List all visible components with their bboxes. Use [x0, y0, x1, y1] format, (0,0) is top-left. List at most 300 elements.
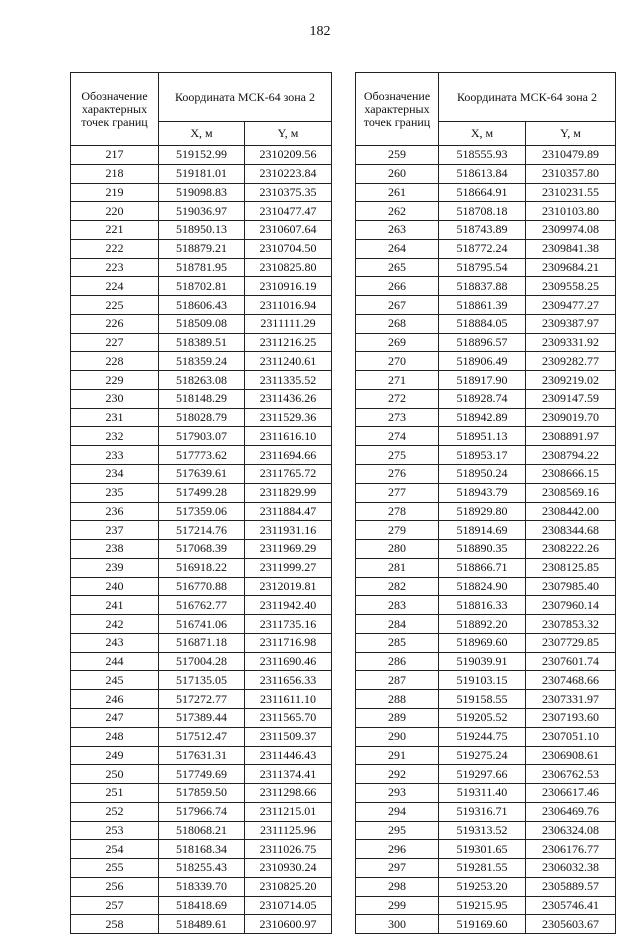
y-coordinate-cell: 2311616.10 — [245, 427, 332, 446]
x-coordinate-cell: 518969.60 — [439, 633, 526, 652]
point-number-cell: 227 — [71, 333, 159, 352]
table-row — [356, 877, 616, 896]
point-number-cell: 230 — [71, 389, 159, 408]
point-number-cell: 272 — [356, 389, 439, 408]
table-row — [356, 446, 616, 465]
point-number-cell: 267 — [356, 296, 439, 315]
x-coordinate-cell: 518555.93 — [439, 146, 526, 165]
x-coordinate-cell: 519039.91 — [439, 652, 526, 671]
point-number-cell: 260 — [356, 164, 439, 183]
x-coordinate-cell: 519098.83 — [159, 183, 245, 202]
point-number-cell: 269 — [356, 333, 439, 352]
x-coordinate-cell: 519311.40 — [439, 784, 526, 803]
y-coordinate-cell: 2308442.00 — [526, 502, 616, 521]
table-row — [71, 821, 332, 840]
x-coordinate-cell: 518917.90 — [439, 371, 526, 390]
table-row — [71, 577, 332, 596]
point-number-cell: 295 — [356, 821, 439, 840]
x-coordinate-cell: 519244.75 — [439, 727, 526, 746]
y-coordinate-cell: 2310375.35 — [245, 183, 332, 202]
x-coordinate-cell: 518418.69 — [159, 896, 245, 915]
y-coordinate-cell: 2310825.20 — [245, 877, 332, 896]
y-coordinate-cell: 2307468.66 — [526, 671, 616, 690]
y-coordinate-cell: 2309387.97 — [526, 314, 616, 333]
y-coordinate-cell: 2306762.53 — [526, 765, 616, 784]
table-row — [356, 708, 616, 727]
y-coordinate-cell: 2309331.92 — [526, 333, 616, 352]
y-coordinate-cell: 2310704.50 — [245, 239, 332, 258]
x-coordinate-cell: 519181.01 — [159, 164, 245, 183]
x-coordinate-cell: 518168.34 — [159, 840, 245, 859]
point-number-cell: 296 — [356, 840, 439, 859]
y-coordinate-cell: 2306176.77 — [526, 840, 616, 859]
y-coordinate-cell: 2308569.16 — [526, 483, 616, 502]
table-row — [356, 558, 616, 577]
point-number-cell: 258 — [71, 915, 159, 934]
point-number-cell: 234 — [71, 465, 159, 484]
y-coordinate-cell: 2311969.29 — [245, 540, 332, 559]
table-row — [71, 746, 332, 765]
x-coordinate-cell: 518950.24 — [439, 465, 526, 484]
point-number-cell: 257 — [71, 896, 159, 915]
point-number-cell: 292 — [356, 765, 439, 784]
y-column-header: Y, м — [526, 122, 616, 146]
point-designation-header: Обозначение характерных точек границ — [71, 73, 159, 146]
point-number-cell: 278 — [356, 502, 439, 521]
x-coordinate-cell: 518781.95 — [159, 258, 245, 277]
x-coordinate-cell: 518950.13 — [159, 221, 245, 240]
table-row — [71, 765, 332, 784]
y-coordinate-cell: 2311884.47 — [245, 502, 332, 521]
y-coordinate-cell: 2309147.59 — [526, 389, 616, 408]
point-number-cell: 291 — [356, 746, 439, 765]
y-coordinate-cell: 2307331.97 — [526, 690, 616, 709]
x-coordinate-cell: 518664.91 — [439, 183, 526, 202]
table-row — [356, 389, 616, 408]
y-coordinate-cell: 2308125.85 — [526, 558, 616, 577]
y-coordinate-cell: 2311829.99 — [245, 483, 332, 502]
table-row — [71, 596, 332, 615]
table-row — [71, 408, 332, 427]
table-row — [356, 352, 616, 371]
x-coordinate-cell: 517004.28 — [159, 652, 245, 671]
x-coordinate-cell: 518489.61 — [159, 915, 245, 934]
x-coordinate-cell: 518255.43 — [159, 859, 245, 878]
y-coordinate-cell: 2309019.70 — [526, 408, 616, 427]
point-number-cell: 286 — [356, 652, 439, 671]
x-coordinate-cell: 518884.05 — [439, 314, 526, 333]
table-row — [71, 389, 332, 408]
x-coordinate-cell: 517389.44 — [159, 708, 245, 727]
table-row — [71, 521, 332, 540]
table-row — [356, 615, 616, 634]
table-row — [71, 784, 332, 803]
point-number-cell: 294 — [356, 802, 439, 821]
point-number-cell: 246 — [71, 690, 159, 709]
point-number-cell: 243 — [71, 633, 159, 652]
x-coordinate-cell: 517135.05 — [159, 671, 245, 690]
x-coordinate-cell: 517631.31 — [159, 746, 245, 765]
x-coordinate-cell: 518068.21 — [159, 821, 245, 840]
point-number-cell: 262 — [356, 202, 439, 221]
point-number-cell: 233 — [71, 446, 159, 465]
point-number-cell: 241 — [71, 596, 159, 615]
point-number-cell: 297 — [356, 859, 439, 878]
y-coordinate-cell: 2311735.16 — [245, 615, 332, 634]
point-number-cell: 249 — [71, 746, 159, 765]
y-coordinate-cell: 2305746.41 — [526, 896, 616, 915]
table-row — [71, 239, 332, 258]
table-row — [356, 258, 616, 277]
point-number-cell: 254 — [71, 840, 159, 859]
y-coordinate-cell: 2311565.70 — [245, 708, 332, 727]
point-number-cell: 274 — [356, 427, 439, 446]
x-coordinate-cell: 517773.62 — [159, 446, 245, 465]
x-coordinate-cell: 518943.79 — [439, 483, 526, 502]
table-row — [356, 483, 616, 502]
x-coordinate-cell: 518951.13 — [439, 427, 526, 446]
y-coordinate-cell: 2311931.16 — [245, 521, 332, 540]
x-coordinate-cell: 517966.74 — [159, 802, 245, 821]
table-row — [71, 183, 332, 202]
y-coordinate-cell: 2306908.61 — [526, 746, 616, 765]
table-row — [356, 915, 616, 934]
page-number: 182 — [309, 24, 331, 39]
x-coordinate-cell: 516762.77 — [159, 596, 245, 615]
y-coordinate-cell: 2311111.29 — [245, 314, 332, 333]
table-row — [71, 371, 332, 390]
coordinates-table-left — [70, 72, 332, 934]
point-number-cell: 228 — [71, 352, 159, 371]
y-coordinate-cell: 2311942.40 — [245, 596, 332, 615]
table-row — [71, 427, 332, 446]
y-coordinate-cell: 2307960.14 — [526, 596, 616, 615]
y-coordinate-cell: 2307601.74 — [526, 652, 616, 671]
y-coordinate-cell: 2305603.67 — [526, 915, 616, 934]
y-coordinate-cell: 2311216.25 — [245, 333, 332, 352]
point-number-cell: 282 — [356, 577, 439, 596]
point-number-cell: 266 — [356, 277, 439, 296]
point-number-cell: 277 — [356, 483, 439, 502]
point-number-cell: 261 — [356, 183, 439, 202]
table-row — [356, 277, 616, 296]
point-number-cell: 251 — [71, 784, 159, 803]
table-row — [356, 821, 616, 840]
point-number-cell: 270 — [356, 352, 439, 371]
y-coordinate-cell: 2310607.64 — [245, 221, 332, 240]
y-coordinate-cell: 2312019.81 — [245, 577, 332, 596]
table-row — [356, 765, 616, 784]
x-coordinate-cell: 517512.47 — [159, 727, 245, 746]
point-number-cell: 285 — [356, 633, 439, 652]
table-row — [356, 671, 616, 690]
x-coordinate-cell: 518879.21 — [159, 239, 245, 258]
point-number-cell: 235 — [71, 483, 159, 502]
table-body-right — [356, 146, 616, 934]
point-number-cell: 232 — [71, 427, 159, 446]
x-coordinate-cell: 519301.65 — [439, 840, 526, 859]
point-number-cell: 223 — [71, 258, 159, 277]
table-row — [356, 465, 616, 484]
point-number-cell: 236 — [71, 502, 159, 521]
x-coordinate-cell: 519215.95 — [439, 896, 526, 915]
point-number-cell: 252 — [71, 802, 159, 821]
table-row — [71, 840, 332, 859]
x-coordinate-cell: 517903.07 — [159, 427, 245, 446]
x-column-header: X, м — [439, 122, 526, 146]
table-row — [71, 859, 332, 878]
table-row — [356, 840, 616, 859]
table-row — [356, 333, 616, 352]
table-row — [71, 690, 332, 709]
x-coordinate-cell: 518837.88 — [439, 277, 526, 296]
point-number-cell: 253 — [71, 821, 159, 840]
table-row — [71, 258, 332, 277]
x-coordinate-cell: 518906.49 — [439, 352, 526, 371]
table-row — [356, 802, 616, 821]
table-row — [71, 333, 332, 352]
y-coordinate-cell: 2306032.38 — [526, 859, 616, 878]
point-number-cell: 225 — [71, 296, 159, 315]
table-row — [356, 408, 616, 427]
table-row — [356, 239, 616, 258]
x-coordinate-cell: 519205.52 — [439, 708, 526, 727]
y-coordinate-cell: 2310479.89 — [526, 146, 616, 165]
y-coordinate-cell: 2311694.66 — [245, 446, 332, 465]
y-coordinate-cell: 2307985.40 — [526, 577, 616, 596]
table-row — [71, 802, 332, 821]
y-coordinate-cell: 2308666.15 — [526, 465, 616, 484]
table-row — [356, 540, 616, 559]
x-coordinate-cell: 518613.84 — [439, 164, 526, 183]
y-coordinate-cell: 2311509.37 — [245, 727, 332, 746]
point-number-cell: 244 — [71, 652, 159, 671]
y-coordinate-cell: 2310231.55 — [526, 183, 616, 202]
point-number-cell: 287 — [356, 671, 439, 690]
x-coordinate-cell: 519253.20 — [439, 877, 526, 896]
point-number-cell: 224 — [71, 277, 159, 296]
table-row — [71, 633, 332, 652]
x-coordinate-cell: 519103.15 — [439, 671, 526, 690]
x-coordinate-cell: 518148.29 — [159, 389, 245, 408]
point-designation-header: Обозначение характерных точек границ — [356, 73, 439, 146]
point-number-cell: 273 — [356, 408, 439, 427]
x-coordinate-cell: 519169.60 — [439, 915, 526, 934]
point-number-cell: 279 — [356, 521, 439, 540]
y-coordinate-cell: 2311529.36 — [245, 408, 332, 427]
table-row — [71, 671, 332, 690]
table-row — [71, 446, 332, 465]
y-coordinate-cell: 2310930.24 — [245, 859, 332, 878]
y-coordinate-cell: 2310714.05 — [245, 896, 332, 915]
table-row — [71, 352, 332, 371]
y-coordinate-cell: 2309558.25 — [526, 277, 616, 296]
x-coordinate-cell: 519275.24 — [439, 746, 526, 765]
x-coordinate-cell: 518359.24 — [159, 352, 245, 371]
table-row — [71, 727, 332, 746]
table-row — [356, 164, 616, 183]
point-number-cell: 242 — [71, 615, 159, 634]
y-coordinate-cell: 2310825.80 — [245, 258, 332, 277]
y-coordinate-cell: 2310477.47 — [245, 202, 332, 221]
x-coordinate-cell: 517859.50 — [159, 784, 245, 803]
table-row — [356, 596, 616, 615]
table-row — [71, 558, 332, 577]
x-coordinate-cell: 517639.61 — [159, 465, 245, 484]
table-row — [71, 164, 332, 183]
point-number-cell: 281 — [356, 558, 439, 577]
x-coordinate-cell: 518702.81 — [159, 277, 245, 296]
y-coordinate-cell: 2311240.61 — [245, 352, 332, 371]
y-coordinate-cell: 2311690.46 — [245, 652, 332, 671]
point-number-cell: 218 — [71, 164, 159, 183]
y-coordinate-cell: 2308344.68 — [526, 521, 616, 540]
x-coordinate-cell: 519281.55 — [439, 859, 526, 878]
point-number-cell: 220 — [71, 202, 159, 221]
coordinates-table-right — [355, 72, 616, 934]
x-coordinate-cell: 518708.18 — [439, 202, 526, 221]
point-number-cell: 221 — [71, 221, 159, 240]
table-row — [356, 296, 616, 315]
x-coordinate-cell: 519152.99 — [159, 146, 245, 165]
x-coordinate-cell: 516741.06 — [159, 615, 245, 634]
table-row — [71, 896, 332, 915]
y-coordinate-cell: 2311335.52 — [245, 371, 332, 390]
x-coordinate-cell: 517749.69 — [159, 765, 245, 784]
point-number-cell: 299 — [356, 896, 439, 915]
point-number-cell: 222 — [71, 239, 159, 258]
x-coordinate-cell: 517068.39 — [159, 540, 245, 559]
y-coordinate-cell: 2310103.80 — [526, 202, 616, 221]
point-number-cell: 250 — [71, 765, 159, 784]
y-coordinate-cell: 2311999.27 — [245, 558, 332, 577]
y-coordinate-cell: 2307193.60 — [526, 708, 616, 727]
y-coordinate-cell: 2307729.85 — [526, 633, 616, 652]
x-coordinate-cell: 519316.71 — [439, 802, 526, 821]
x-coordinate-cell: 518509.08 — [159, 314, 245, 333]
x-coordinate-cell: 518896.57 — [439, 333, 526, 352]
x-coordinate-cell: 517214.76 — [159, 521, 245, 540]
point-number-cell: 237 — [71, 521, 159, 540]
point-number-cell: 231 — [71, 408, 159, 427]
coordinate-system-header: Координата МСК-64 зона 2 — [159, 73, 332, 122]
y-coordinate-cell: 2305889.57 — [526, 877, 616, 896]
y-coordinate-cell: 2311125.96 — [245, 821, 332, 840]
point-number-cell: 298 — [356, 877, 439, 896]
y-coordinate-cell: 2307051.10 — [526, 727, 616, 746]
y-coordinate-cell: 2311716.98 — [245, 633, 332, 652]
x-coordinate-cell: 518389.51 — [159, 333, 245, 352]
x-coordinate-cell: 518339.70 — [159, 877, 245, 896]
point-number-cell: 275 — [356, 446, 439, 465]
point-number-cell: 268 — [356, 314, 439, 333]
point-number-cell: 288 — [356, 690, 439, 709]
x-coordinate-cell: 518824.90 — [439, 577, 526, 596]
y-coordinate-cell: 2306324.08 — [526, 821, 616, 840]
table-row — [356, 202, 616, 221]
y-coordinate-cell: 2309841.38 — [526, 239, 616, 258]
x-coordinate-cell: 517359.06 — [159, 502, 245, 521]
y-coordinate-cell: 2310357.80 — [526, 164, 616, 183]
point-number-cell: 265 — [356, 258, 439, 277]
x-coordinate-cell: 518890.35 — [439, 540, 526, 559]
x-coordinate-cell: 518606.43 — [159, 296, 245, 315]
y-coordinate-cell: 2309219.02 — [526, 371, 616, 390]
table-row — [71, 277, 332, 296]
x-coordinate-cell: 516770.88 — [159, 577, 245, 596]
y-coordinate-cell: 2310209.56 — [245, 146, 332, 165]
table-row — [356, 371, 616, 390]
point-number-cell: 248 — [71, 727, 159, 746]
y-coordinate-cell: 2311374.41 — [245, 765, 332, 784]
point-number-cell: 271 — [356, 371, 439, 390]
x-coordinate-cell: 518743.89 — [439, 221, 526, 240]
table-row — [71, 540, 332, 559]
y-coordinate-cell: 2311026.75 — [245, 840, 332, 859]
table-row — [71, 483, 332, 502]
y-coordinate-cell: 2308794.22 — [526, 446, 616, 465]
x-coordinate-cell: 519036.97 — [159, 202, 245, 221]
table-row — [71, 465, 332, 484]
point-number-cell: 259 — [356, 146, 439, 165]
point-number-cell: 239 — [71, 558, 159, 577]
point-number-cell: 293 — [356, 784, 439, 803]
table-row — [356, 633, 616, 652]
x-coordinate-cell: 518861.39 — [439, 296, 526, 315]
table-row — [356, 502, 616, 521]
point-number-cell: 217 — [71, 146, 159, 165]
point-number-cell: 290 — [356, 727, 439, 746]
y-coordinate-cell: 2307853.32 — [526, 615, 616, 634]
table-row — [71, 296, 332, 315]
y-column-header: Y, м — [245, 122, 332, 146]
y-coordinate-cell: 2311765.72 — [245, 465, 332, 484]
x-coordinate-cell: 519313.52 — [439, 821, 526, 840]
y-coordinate-cell: 2311611.10 — [245, 690, 332, 709]
y-coordinate-cell: 2308891.97 — [526, 427, 616, 446]
x-coordinate-cell: 519158.55 — [439, 690, 526, 709]
table-row — [356, 314, 616, 333]
point-number-cell: 247 — [71, 708, 159, 727]
table-row — [356, 521, 616, 540]
table-row — [356, 221, 616, 240]
table-row — [71, 615, 332, 634]
point-number-cell: 240 — [71, 577, 159, 596]
point-number-cell: 276 — [356, 465, 439, 484]
point-number-cell: 280 — [356, 540, 439, 559]
table-row — [356, 727, 616, 746]
x-coordinate-cell: 518263.08 — [159, 371, 245, 390]
table-row — [71, 877, 332, 896]
y-coordinate-cell: 2311215.01 — [245, 802, 332, 821]
y-coordinate-cell: 2309684.21 — [526, 258, 616, 277]
x-coordinate-cell: 518772.24 — [439, 239, 526, 258]
table-row — [356, 746, 616, 765]
point-number-cell: 256 — [71, 877, 159, 896]
table-row — [356, 427, 616, 446]
y-coordinate-cell: 2309477.27 — [526, 296, 616, 315]
x-coordinate-cell: 518866.71 — [439, 558, 526, 577]
x-coordinate-cell: 516918.22 — [159, 558, 245, 577]
table-row — [356, 859, 616, 878]
table-row — [71, 708, 332, 727]
x-coordinate-cell: 517272.77 — [159, 690, 245, 709]
x-coordinate-cell: 518795.54 — [439, 258, 526, 277]
point-number-cell: 284 — [356, 615, 439, 634]
y-coordinate-cell: 2308222.26 — [526, 540, 616, 559]
point-number-cell: 238 — [71, 540, 159, 559]
point-number-cell: 219 — [71, 183, 159, 202]
